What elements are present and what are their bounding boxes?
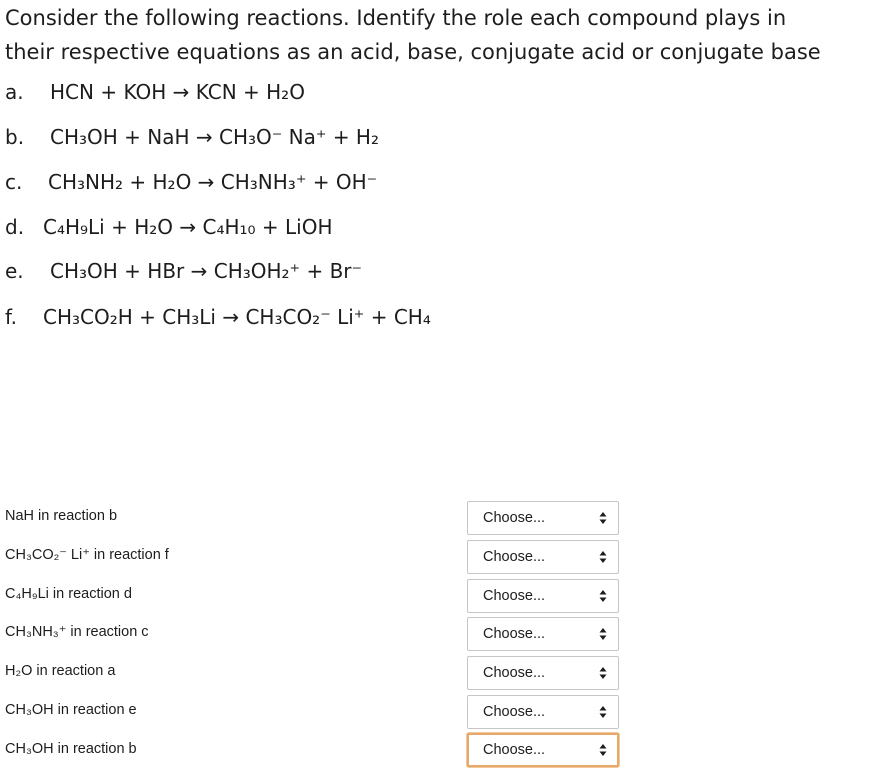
reaction-equation: HCN + KOH → KCN + H₂O	[50, 80, 305, 104]
role-select[interactable]	[467, 695, 619, 729]
reaction-label: b.	[5, 125, 25, 149]
question-prompt: CH₃OH in reaction e	[5, 702, 137, 718]
up-down-arrow-icon	[599, 511, 607, 525]
instructions	[5, 1, 877, 69]
up-down-arrow-icon	[599, 666, 607, 680]
up-down-arrow-icon	[599, 589, 607, 603]
question-prompt: CH₃CO₂⁻ Li⁺ in reaction f	[5, 547, 169, 563]
role-select[interactable]	[467, 540, 619, 574]
select-value: Choose...	[483, 742, 546, 758]
role-select[interactable]	[467, 656, 619, 690]
role-select[interactable]	[467, 579, 619, 613]
question-prompt: CH₃NH₃⁺ in reaction c	[5, 624, 149, 640]
up-down-arrow-icon	[599, 743, 607, 757]
reaction-equation: CH₃CO₂H + CH₃Li → CH₃CO₂⁻ Li⁺ + CH₄	[43, 305, 431, 329]
question-prompt: CH₃OH in reaction b	[5, 741, 137, 757]
select-value: Choose...	[483, 704, 546, 720]
up-down-arrow-icon	[599, 550, 607, 564]
up-down-arrow-icon	[599, 627, 607, 641]
instructions-line-2: their respective equations as an acid, base, conjugate acid or conjugate base	[5, 40, 821, 64]
select-value: Choose...	[483, 549, 546, 565]
reaction-label: d.	[5, 215, 25, 239]
select-value: Choose...	[483, 588, 546, 604]
reaction-label: a.	[5, 80, 24, 104]
select-value: Choose...	[483, 665, 546, 681]
reaction-label: c.	[5, 170, 23, 194]
question-prompt: C₄H₉Li in reaction d	[5, 586, 132, 602]
role-select-focused[interactable]	[467, 733, 619, 767]
question-prompt: H₂O in reaction a	[5, 663, 116, 679]
reaction-equation: CH₃OH + NaH → CH₃O⁻ Na⁺ + H₂	[50, 125, 379, 149]
reaction-label: f.	[5, 305, 17, 329]
reaction-label: e.	[5, 259, 24, 283]
reaction-equation: CH₃OH + HBr → CH₃OH₂⁺ + Br⁻	[50, 259, 363, 283]
role-select[interactable]	[467, 617, 619, 651]
reaction-equation: CH₃NH₂ + H₂O → CH₃NH₃⁺ + OH⁻	[48, 170, 378, 194]
select-value: Choose...	[483, 626, 546, 642]
instructions-line-1: Consider the following reactions. Identify the role each compound plays in	[5, 6, 787, 30]
reaction-equation: C₄H₉Li + H₂O → C₄H₁₀ + LiOH	[43, 215, 333, 239]
up-down-arrow-icon	[599, 705, 607, 719]
role-select[interactable]	[467, 501, 619, 535]
select-value: Choose...	[483, 510, 546, 526]
question-prompt: NaH in reaction b	[5, 508, 118, 524]
